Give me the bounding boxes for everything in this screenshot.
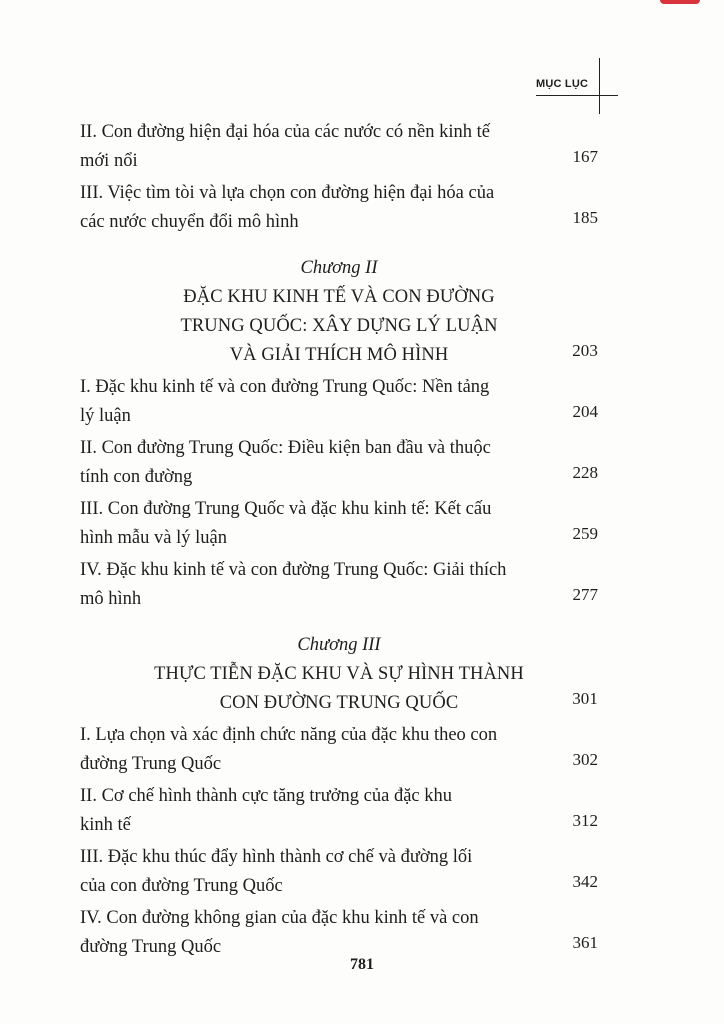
chapter-title-text: TRUNG QUỐC: XÂY DỰNG LÝ LUẬN <box>180 316 498 336</box>
toc-entry-page: 185 <box>572 208 598 227</box>
toc-entry-line: IV. Đặc khu kinh tế và con đường Trung Quốc: Giải thích <box>80 560 507 580</box>
chapter-title-text: THỰC TIỄN ĐẶC KHU VÀ SỰ HÌNH THÀNH <box>154 664 524 684</box>
toc-entry <box>80 495 598 556</box>
toc-entry-page: 277 <box>572 585 598 604</box>
toc-entry <box>80 843 598 904</box>
spacer <box>80 614 598 617</box>
toc-entry-line: I. Lựa chọn và xác định chức năng của đặc khu theo con <box>80 725 498 745</box>
toc-entry-line: đường Trung Quốc 361 <box>80 933 598 962</box>
toc-entry-line: III. Việc tìm tòi và lựa chọn con đường hiện đại hóa của <box>80 183 495 203</box>
spacer <box>80 237 598 240</box>
chapter-page: 301 <box>572 689 598 708</box>
toc-entry-page: 361 <box>572 933 598 952</box>
toc-entry-page: 259 <box>572 524 598 543</box>
toc-entry <box>80 118 598 179</box>
toc-entry-page: 167 <box>572 147 598 166</box>
chapter-title-text: ĐẶC KHU KINH TẾ VÀ CON ĐƯỜNG <box>183 287 495 307</box>
toc-entry-line: III. Đặc khu thúc đẩy hình thành cơ chế và đường lối <box>80 847 473 867</box>
chapter-title-line <box>80 689 598 718</box>
toc-entry-line: hình mẫu và lý luận 259 <box>80 524 598 553</box>
chapter-title-line <box>80 312 598 341</box>
toc-entry <box>80 373 598 434</box>
toc-entry-line: các nước chuyển đổi mô hình 185 <box>80 208 598 237</box>
chapter-title-text: CON ĐƯỜNG TRUNG QUỐC <box>219 693 459 713</box>
running-header: MỤC LỤC <box>536 78 589 90</box>
chapter-page: 203 <box>572 341 598 360</box>
toc-entry-line: của con đường Trung Quốc 342 <box>80 872 598 901</box>
toc-entry-line: II. Con đường Trung Quốc: Điều kiện ban đầu và thuộc <box>80 438 491 458</box>
toc-entry-line: mới nổi 167 <box>80 147 598 176</box>
toc-entry-line: đường Trung Quốc 302 <box>80 750 598 779</box>
chapter-title-text: VÀ GIẢI THÍCH MÔ HÌNH <box>229 345 449 365</box>
chapter-label: Chương II <box>300 258 378 278</box>
toc-entry-line: tính con đường 228 <box>80 463 598 492</box>
toc-entry <box>80 721 598 782</box>
toc-entry <box>80 556 598 617</box>
chapter-label: Chương III <box>297 635 381 655</box>
toc-entry-line: IV. Con đường không gian của đặc khu kinh tế và con <box>80 908 479 928</box>
toc-entry-line: II. Cơ chế hình thành cực tăng trưởng của đặc khu <box>80 786 452 806</box>
toc-entry <box>80 782 598 843</box>
header-rule-horizontal <box>536 95 618 96</box>
toc-entry-page: 204 <box>572 402 598 421</box>
toc-entry-line: II. Con đường hiện đại hóa của các nước có nền kinh tế <box>80 122 490 142</box>
chapter-title-line <box>80 341 598 370</box>
page-edge-mark <box>660 0 700 4</box>
toc-entry-line: I. Đặc khu kinh tế và con đường Trung Quốc: Nền tảng <box>80 377 490 397</box>
toc-entry-line: kinh tế 312 <box>80 811 598 840</box>
toc-entry-line: lý luận 204 <box>80 402 598 431</box>
page-number: 781 <box>350 956 374 973</box>
toc-entry-page: 228 <box>572 463 598 482</box>
table-of-contents <box>80 118 598 965</box>
header-rule-vertical <box>599 58 600 114</box>
toc-entry <box>80 434 598 495</box>
chapter-title-line <box>80 283 598 312</box>
toc-entry-line: III. Con đường Trung Quốc và đặc khu kinh tế: Kết cấu <box>80 499 492 519</box>
chapter-title-line <box>80 660 598 689</box>
toc-entry <box>80 179 598 240</box>
toc-entry-page: 312 <box>572 811 598 830</box>
toc-entry-page: 342 <box>572 872 598 891</box>
toc-entry-page: 302 <box>572 750 598 769</box>
toc-entry-line: mô hình 277 <box>80 585 598 614</box>
